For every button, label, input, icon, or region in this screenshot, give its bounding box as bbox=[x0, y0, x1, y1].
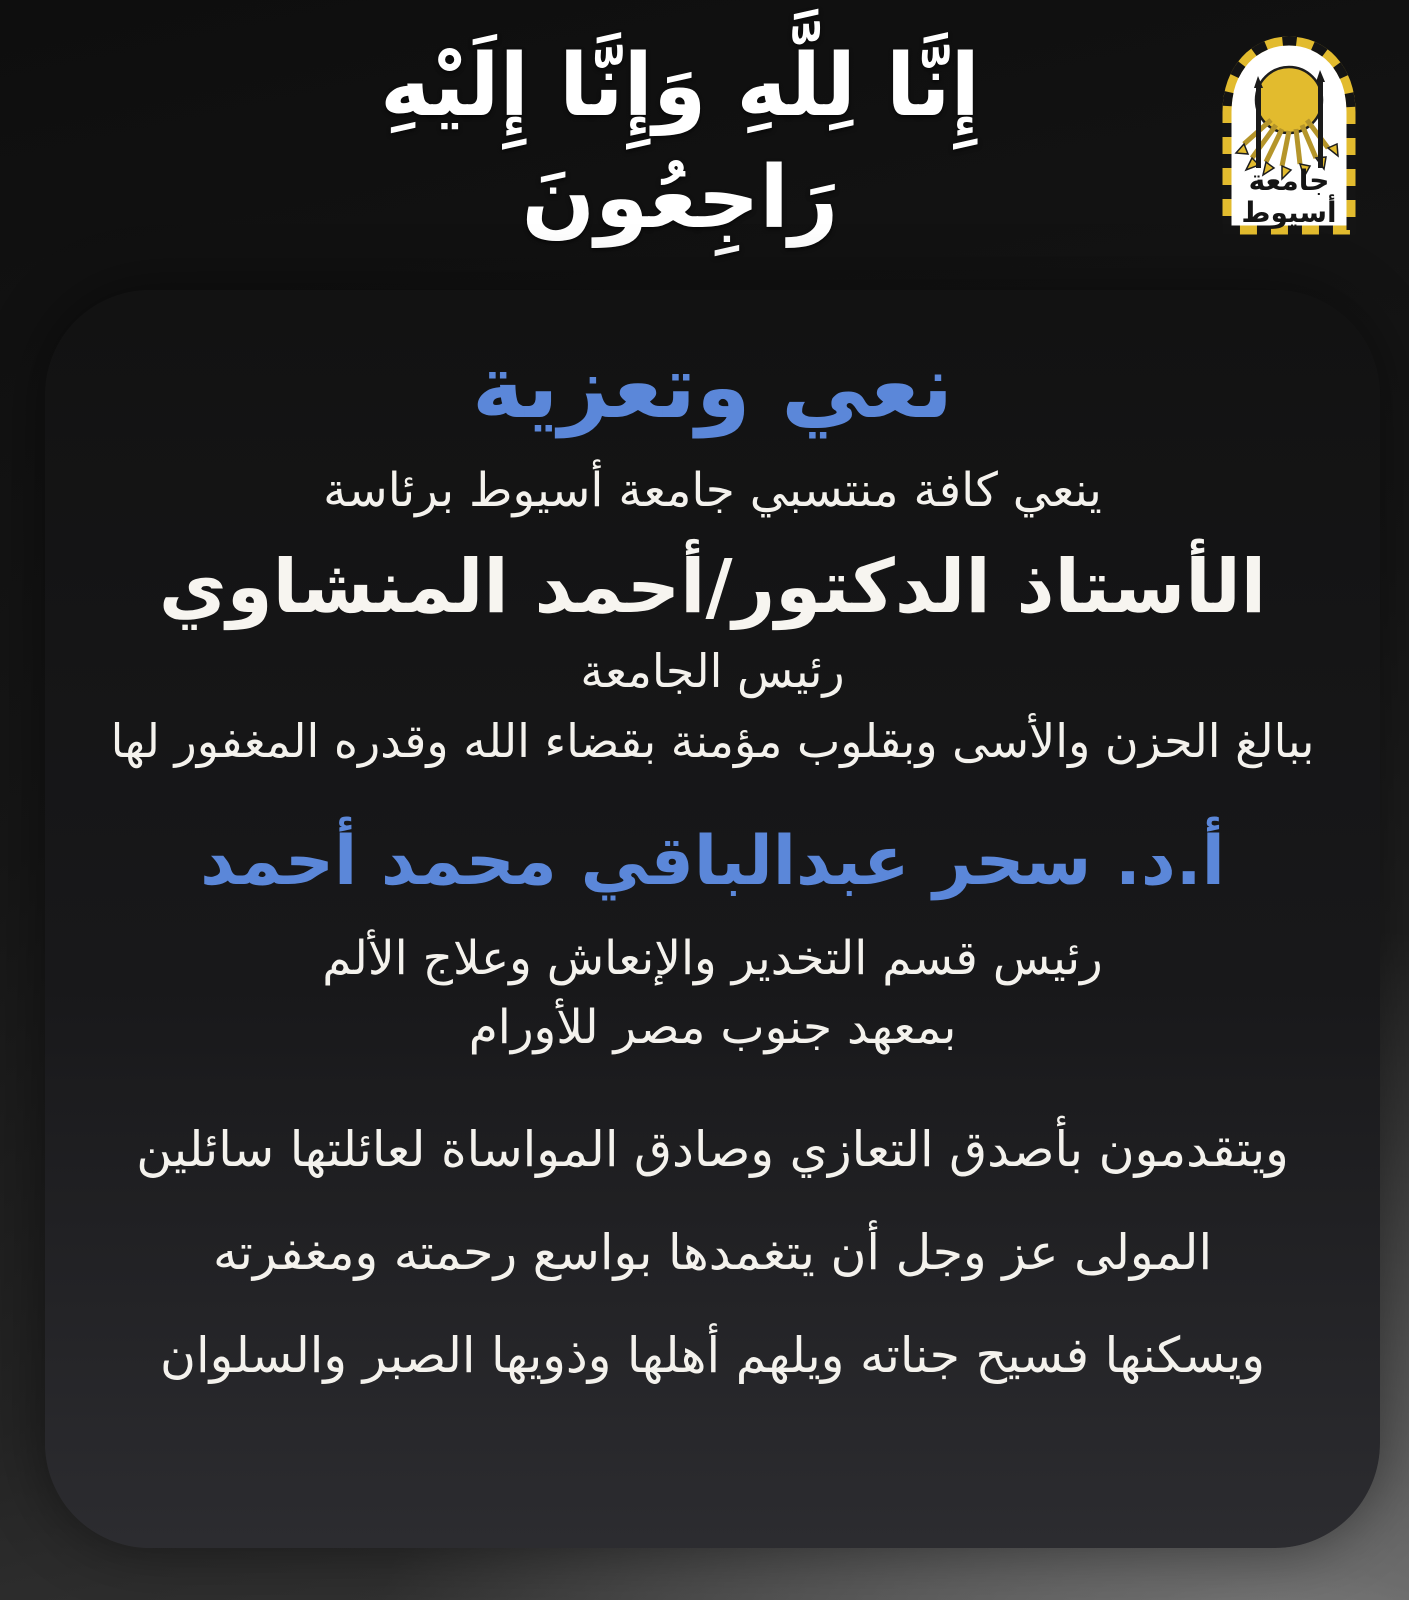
condolence-line2: المولى عز وجل أن يتغمدها بواسع رحمته ومغفرته bbox=[212, 1224, 1213, 1282]
deceased-title-line1: رئيس قسم التخدير والإنعاش وعلاج الألم bbox=[322, 931, 1103, 987]
istirja-calligraphy: إِنَّا لِلَّهِ وَإِنَّا إِلَيْهِ رَاجِعُونَ bbox=[380, 35, 980, 248]
obituary-title: نعي وتعزية bbox=[472, 335, 953, 438]
obituary-card bbox=[45, 290, 1380, 1548]
deceased-title-line2: بمعهد جنوب مصر للأورام bbox=[468, 1000, 957, 1056]
assiut-university-logo bbox=[1218, 30, 1360, 235]
condolence-paragraph bbox=[136, 1099, 1289, 1408]
condolence-line1: ويتقدمون بأصدق التعازي وصادق المواساة لعائلتها سائلين bbox=[136, 1121, 1289, 1179]
sorrow-line: ببالغ الحزن والأسى وبقلوب مؤمنة بقضاء الله وقدره المغفور لها bbox=[110, 714, 1315, 769]
university-emblem-icon bbox=[1218, 30, 1360, 235]
university-president-name: الأستاذ الدكتور/أحمد المنشاوي bbox=[158, 544, 1267, 631]
logo-text-line1: جامعة bbox=[1248, 164, 1330, 197]
university-president-title: رئيس الجامعة bbox=[580, 644, 845, 699]
logo-text-line2: أسيوط bbox=[1241, 196, 1337, 229]
deceased-name: أ.د. سحر عبدالباقي محمد أحمد bbox=[200, 822, 1225, 902]
intro-line: ينعي كافة منتسبي جامعة أسيوط برئاسة bbox=[323, 463, 1102, 519]
condolence-line3: ويسكنها فسيح جناته ويلهم أهلها وذويها الصبر والسلوان bbox=[160, 1326, 1265, 1384]
